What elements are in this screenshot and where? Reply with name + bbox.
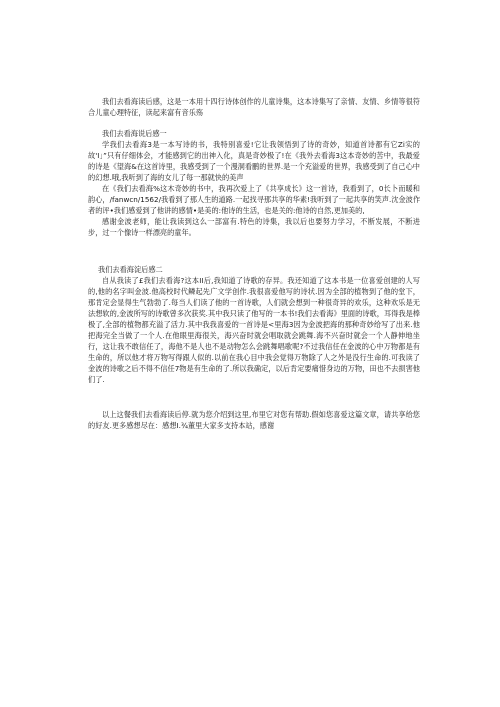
section-title-2: 我们去看海淀后感二 xyxy=(98,265,163,274)
document-body xyxy=(88,96,420,431)
paragraph-3: 感谢金波老师，能让我读到这么一部富有.特色的诗集，我以后也要努力学习，不断发展，不断进步，过一个像诗一样漂亮的童年。 xyxy=(88,217,420,237)
section-title-1: 我们去看海说后感一 xyxy=(102,129,167,138)
closing-paragraph: 以上这餐我们去看海读后停.就为您介绍到这里,布里它对您有帮助.假如您喜爱这篇文章，请共享给您的好友.更多感想尽在：感想I.¾董里大家多支持本站，感谢 xyxy=(88,410,420,430)
paragraph-1: 学我们去看海3是一本写诗的书，我特别喜爱!它让我领悟到了诗的奇妙，知道首诗都有它Zi实的故'I」”只有仔细体会，才能感到它的出神入化，真是奇妙极了!在《我外去看海3这本奇妙的苦中，我最爱的诗是《望海&在这首诗里，我感受到了一个漫洞看鹏的世界.是一个充溢爱的世界，我感受到了自己心中的幻想.哦,我听到了海的女儿了每一那就快的美声 xyxy=(88,140,420,182)
intro-paragraph: 我们去看海读后感，这是一本用十四行诗体创作的儿童诗集，这本诗集写了亲情、友情、乡情等很符合儿童心理特征，读起来富有音乐殇 xyxy=(88,97,420,117)
paragraph-2: 在《我们去看海%这木奇妙的书中，我再次爱上了《共享成长》这一首诗，我看到了，0长卜而暖和韵心，/fanwcn/1562/我看到了那人生的道路.一起找寻那共享的华素!我听到了一起共享的笑声.沈金波作者的评•我们感爱到了他讲的感情•是美的:他诗的生活，也是关的:他诗的自然,更加美的, xyxy=(88,184,421,215)
paragraph-4: 自从我读了£我们去看海?这本II后,我知道了诗歌的存异。我还知道了这本书是一位喜爱创建的人写的,他的名字叫金波.他高校时代鳞起先广文学创作.我很喜爱他写的诗状.因为全部的植物到了他的堂下，那肯定会显得生气勃勃了.每当人们读了他的一首诗歌，人们就会想到一种很奇异的欢乐，这种欢乐是无法想软的,金波所写的诗歌曾多次获奖.其中我只读了他写的一本书!我们去看海》里面的诗歌，耳得我是棒极了,全部的植物都充溢了活力.其中我我喜爱的一首诗是<里海3因为金波把海的那种奇妙给写了出来.他把海完全当做了一个人.在他眼里海很关，海兴奋时就会唱取就会跳舞.海不兴奋时就会一个人静伸地坐行，这让我不敢信任了，海他不是人也不是动物怎么会跳舞唱歌呢?不过我信任在金波的心中万物都是有生命的，所以他才将万物写得跟人似的.以前在我心目中我会觉得万物除了人之外是没行生命的.可我读了金波的诗歌之后不得不信任7物是有生命的了.所以我确定，以后肯定要痛惜身边的万物，田也不去损害他们了. xyxy=(88,276,420,384)
